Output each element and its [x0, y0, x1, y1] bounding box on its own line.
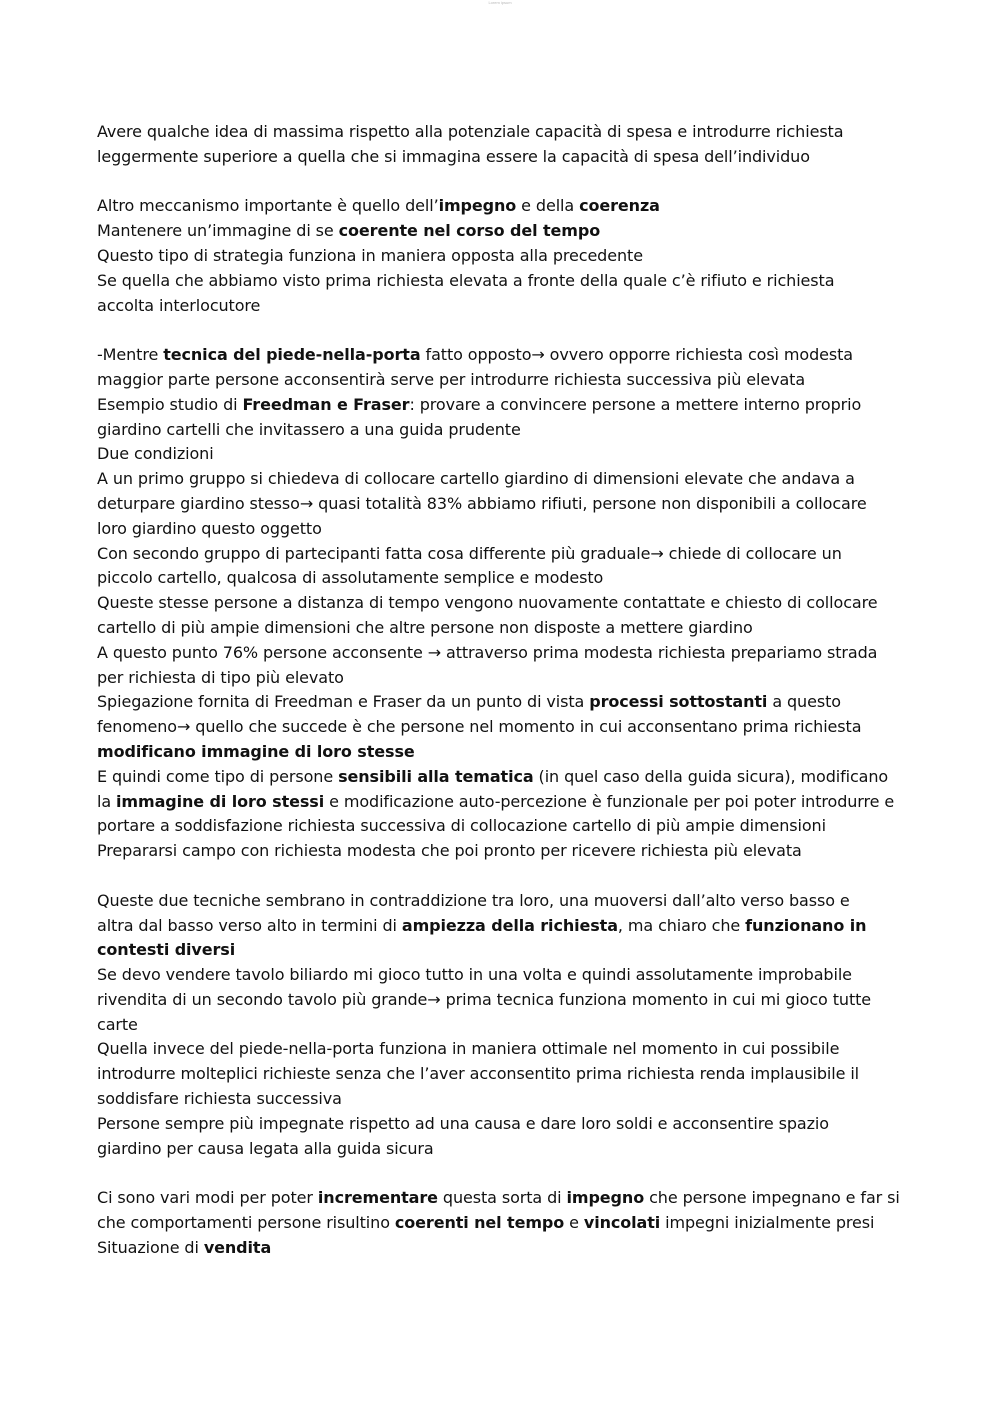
header-watermark: Lorem ipsum	[488, 0, 512, 5]
text-run: A un primo gruppo si chiedeva di collocare cartello giardino di dimensioni elevate che andava a	[97, 469, 855, 489]
bold-text-run: modificano immagine di loro stesse	[97, 741, 415, 761]
text-line	[97, 467, 917, 492]
paragraph-gap	[97, 170, 917, 195]
text-line	[97, 219, 917, 244]
text-line	[97, 1137, 917, 1162]
bold-text-run: funzionano in	[745, 915, 867, 935]
text-line	[97, 269, 917, 294]
text-run: Persone sempre più impegnate rispetto ad una causa e dare loro soldi e acconsentire spazio	[97, 1113, 829, 1133]
text-run: questa sorta di	[437, 1188, 567, 1208]
text-run: che comportamenti persone risultino	[97, 1213, 395, 1233]
text-line	[97, 418, 917, 443]
text-line	[97, 790, 917, 815]
text-line	[97, 616, 917, 641]
bold-text-run: Freedman e Fraser	[242, 394, 410, 414]
bold-text-run: immagine di loro stessi	[116, 791, 325, 811]
text-run: e	[564, 1213, 584, 1233]
paragraph	[97, 120, 917, 170]
bold-text-run: tecnica del piede-nella-porta	[163, 345, 421, 365]
bold-text-run: impegno	[438, 196, 517, 216]
text-run: giardino cartelli che invitassero a una guida prudente	[97, 419, 521, 439]
bold-text-run: coerenza	[579, 196, 660, 216]
text-line	[97, 1236, 917, 1261]
text-line	[97, 814, 917, 839]
paragraph	[97, 889, 917, 1162]
text-run: Ci sono vari modi per poter	[97, 1188, 318, 1208]
text-run: (in quel caso della guida sicura), modificano	[533, 766, 889, 786]
text-run: accolta interlocutore	[97, 295, 261, 315]
text-run: Queste due tecniche sembrano in contraddizione tra loro, una muoversi dall’alto verso basso e	[97, 890, 850, 910]
text-run: loro giardino questo oggetto	[97, 518, 322, 538]
paragraph	[97, 1186, 917, 1260]
bold-text-run: incrementare	[317, 1188, 438, 1208]
text-line	[97, 1087, 917, 1112]
text-line	[97, 343, 917, 368]
text-line	[97, 1062, 917, 1087]
text-run: Questo tipo di strategia funziona in maniera opposta alla precedente	[97, 245, 643, 265]
paragraph	[97, 194, 917, 318]
text-run: cartello di più ampie dimensioni che altre persone non disposte a mettere giardino	[97, 617, 753, 637]
text-line	[97, 591, 917, 616]
text-line	[97, 963, 917, 988]
text-run: Quella invece del piede-nella-porta funziona in maniera ottimale nel momento in cui possibile	[97, 1039, 840, 1059]
bold-text-run: processi sottostanti	[589, 692, 768, 712]
bold-text-run: impegno	[566, 1188, 645, 1208]
bold-text-run: coerente nel corso del tempo	[338, 221, 601, 241]
paragraph-gap	[97, 318, 917, 343]
text-line	[97, 120, 917, 145]
text-run: E quindi come tipo di persone	[97, 766, 339, 786]
text-run: Due condizioni	[97, 444, 214, 464]
bold-text-run: contesti diversi	[97, 940, 236, 960]
text-line	[97, 492, 917, 517]
text-line	[97, 542, 917, 567]
text-line	[97, 517, 917, 542]
text-line	[97, 368, 917, 393]
text-line	[97, 244, 917, 269]
text-line	[97, 566, 917, 591]
text-line	[97, 740, 917, 765]
text-run: e della	[516, 196, 580, 216]
text-run: Altro meccanismo importante è quello dell’	[97, 196, 439, 216]
text-run: Mantenere un’immagine di se	[97, 221, 339, 241]
text-run: Se quella che abbiamo visto prima richiesta elevata a fronte della quale c’è rifiuto e richiesta	[97, 270, 835, 290]
text-line	[97, 914, 917, 939]
text-line	[97, 765, 917, 790]
text-run: Queste stesse persone a distanza di tempo vengono nuovamente contattate e chiesto di collocare	[97, 593, 878, 613]
text-line	[97, 442, 917, 467]
text-line	[97, 1037, 917, 1062]
text-run: deturpare giardino stesso→ quasi totalità 83% abbiamo rifiuti, persone non disponibili a collocare	[97, 493, 867, 513]
text-line	[97, 1211, 917, 1236]
paragraph-gap	[97, 864, 917, 889]
text-line	[97, 839, 917, 864]
text-run: , ma chiaro che	[617, 915, 746, 935]
text-line	[97, 641, 917, 666]
text-line	[97, 393, 917, 418]
text-run: A questo punto 76% persone acconsente → attraverso prima modesta richiesta prepariamo strada	[97, 642, 878, 662]
text-run: Esempio studio di	[97, 394, 243, 414]
bold-text-run: vincolati	[583, 1213, 661, 1233]
text-line	[97, 666, 917, 691]
text-run: portare a soddisfazione richiesta successiva di collocazione cartello di più ampie dimensioni	[97, 816, 826, 836]
document-body	[97, 120, 917, 1261]
text-run: Se devo vendere tavolo biliardo mi gioco tutto in una volta e quindi assolutamente improbabile	[97, 965, 852, 985]
text-run: soddisfare richiesta successiva	[97, 1089, 342, 1109]
text-run: : provare a convincere persone a mettere interno proprio	[409, 394, 862, 414]
bold-text-run: vendita	[203, 1237, 272, 1257]
text-run: a questo	[767, 692, 841, 712]
text-run: Situazione di	[97, 1237, 204, 1257]
text-run: carte	[97, 1014, 138, 1034]
bold-text-run: sensibili alla tematica	[338, 766, 534, 786]
paragraph-gap	[97, 1161, 917, 1186]
text-run: per richiesta di tipo più elevato	[97, 667, 344, 687]
text-line	[97, 194, 917, 219]
text-run: altra dal basso verso alto in termini di	[97, 915, 402, 935]
text-run: rivendita di un secondo tavolo più grande→ prima tecnica funziona momento in cui mi gioco tutte	[97, 989, 872, 1009]
text-run: la	[97, 791, 117, 811]
text-run: fenomeno→ quello che succede è che persone nel momento in cui acconsentano prima richiesta	[97, 717, 862, 737]
text-line	[97, 690, 917, 715]
text-run: maggior parte persone acconsentirà serve per introdurre richiesta successiva più elevata	[97, 369, 806, 389]
bold-text-run: ampiezza della richiesta	[401, 915, 618, 935]
text-line	[97, 715, 917, 740]
text-run: fatto opposto→ ovvero opporre richiesta così modesta	[420, 345, 853, 365]
text-run: Prepararsi campo con richiesta modesta che poi pronto per ricevere richiesta più elevata	[97, 841, 802, 861]
text-line	[97, 294, 917, 319]
text-run: impegni inizialmente presi	[660, 1213, 875, 1233]
text-run: -Mentre	[97, 345, 164, 365]
text-line	[97, 938, 917, 963]
text-run: giardino per causa legata alla guida sicura	[97, 1138, 434, 1158]
text-run: e modificazione auto-percezione è funzionale per poi poter introdurre e	[324, 791, 895, 811]
text-run: Con secondo gruppo di partecipanti fatta cosa differente più graduale→ chiede di collocare un	[97, 543, 842, 563]
text-run: che persone impegnano e far si	[644, 1188, 900, 1208]
text-run: leggermente superiore a quella che si immagina essere la capacità di spesa dell’individuo	[97, 146, 810, 166]
paragraph	[97, 343, 917, 864]
text-line	[97, 1186, 917, 1211]
text-run: Spiegazione fornita di Freedman e Fraser da un punto di vista	[97, 692, 590, 712]
text-run: piccolo cartello, qualcosa di assolutamente semplice e modesto	[97, 568, 604, 588]
text-line	[97, 1112, 917, 1137]
text-run: introdurre molteplici richieste senza che l’aver acconsentito prima richiesta renda implausibile il	[97, 1064, 860, 1084]
bold-text-run: coerenti nel tempo	[394, 1213, 565, 1233]
text-run: Avere qualche idea di massima rispetto alla potenziale capacità di spesa e introdurre richiesta	[97, 122, 844, 141]
text-line	[97, 988, 917, 1013]
text-line	[97, 145, 917, 170]
text-line	[97, 889, 917, 914]
text-line	[97, 1013, 917, 1038]
